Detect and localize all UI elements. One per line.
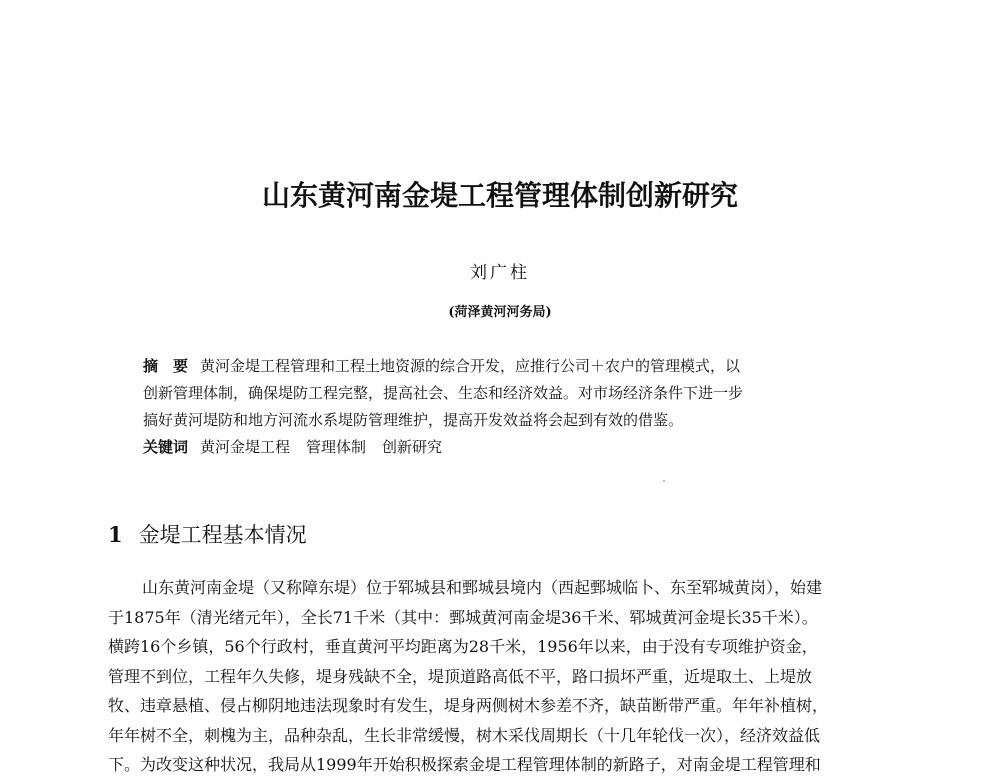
- scan-speck: [663, 480, 665, 482]
- author-name: 刘广柱: [470, 263, 530, 283]
- keyword: 创新研究: [382, 438, 443, 456]
- section-number: 1: [108, 522, 123, 547]
- author-affiliation: (菏泽黄河河务局): [448, 305, 552, 320]
- body-line: 管理不到位，工程年久失修，堤身残缺不全，堤顶道路高低不平，路口损坏严重，近堤取土、上堤放: [108, 666, 813, 686]
- body-paragraph: [108, 573, 892, 780]
- abstract-text: 黄河金堤工程管理和工程土地资源的综合开发，应推行公司＋农户的管理模式，以: [200, 357, 741, 375]
- keyword: 管理体制: [306, 438, 367, 456]
- abstract-line: 搞好黄河堤防和地方河流水系堤防管理维护，提高开发效益将会起到有效的借鉴。: [143, 411, 684, 429]
- section-heading: [108, 519, 307, 549]
- body-line: 山东黄河南金堤（又称障东堤）位于郓城县和鄄城县境内（西起鄄城临卜、东至郓城黄岗），始建: [142, 578, 823, 597]
- keywords-label: 关键词: [143, 438, 189, 456]
- body-line: 横跨16个乡镇，56个行政村，垂直黄河平均距离为28千米，1956年以来，由于没有专项维护资金，: [108, 637, 818, 656]
- body-line: 牧、违章悬植、侵占柳阴地违法现象时有发生，堤身两侧树木参差不齐，缺苗断带严重。年年补植树，: [108, 696, 829, 715]
- body-line: 于1875年（清光绪元年），全长71千米（其中：鄄城黄河南金堤36千米、郓城黄河金堤长35千米）。: [108, 607, 818, 627]
- abstract-label: 摘 要: [143, 357, 189, 375]
- abstract-block: [143, 353, 863, 461]
- paper-title: 山东黄河南金堤工程管理体制创新研究: [261, 179, 738, 212]
- body-line: 年年树不全，刺槐为主，品种杂乱，生长非常缓慢，树木采伐周期长（十几年轮伐一次），经济效益低: [108, 725, 821, 745]
- keywords-line: [143, 434, 863, 461]
- section-title: 金堤工程基本情况: [138, 523, 307, 547]
- body-line: 下。为改变这种状况，我局从1999年开始积极探索金堤工程管理体制的新路子，对南金堤工程管理和: [108, 755, 821, 774]
- abstract-line: [143, 353, 863, 380]
- keyword: 黄河金堤工程: [200, 438, 291, 456]
- abstract-line: 创新管理体制，确保堤防工程完整，提高社会、生态和经济效益。对市场经济条件下进一步: [143, 384, 744, 402]
